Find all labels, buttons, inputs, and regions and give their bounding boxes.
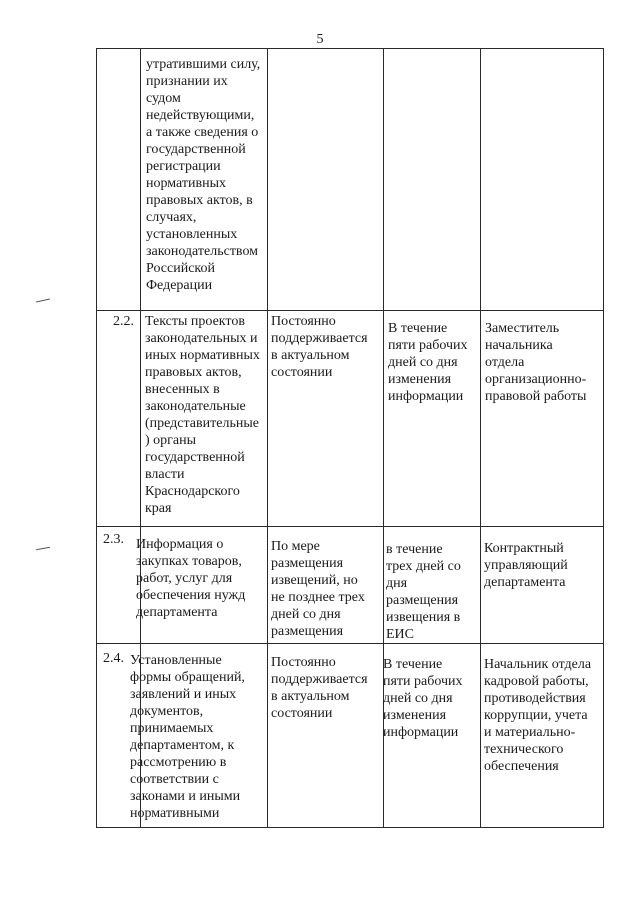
- table-cell-deadline: В течение пяти рабочих дней со дня изменения информации: [388, 321, 468, 404]
- table-border-left: [96, 48, 97, 828]
- row-divider-2: [96, 526, 604, 527]
- table-cell-frequency: Постоянно поддерживается в актуальном состоянии: [271, 314, 368, 380]
- page-number: 5: [316, 32, 324, 47]
- table-cell-info: утратившими силу, признании их судом недействующими, а также сведения о государственной регистрации нормативных правовых актов, в случаях, установленных законодательством Российской Федерации: [146, 57, 261, 293]
- table-cell-info: Установленные формы обращений, заявлений и иных документов, принимаемых департаментом, к рассмотрению в соответствии с законами и иными нормативными: [130, 653, 245, 821]
- table-border-top: [96, 48, 604, 49]
- table-cell-number: 2.2.: [113, 314, 134, 329]
- table-cell-responsible: Заместитель начальника отдела организационно- правовой работы: [485, 321, 587, 404]
- column-divider-frequency: [267, 48, 268, 828]
- table-border-bottom: [96, 827, 604, 828]
- table-cell-number: 2.3.: [103, 532, 124, 547]
- row-divider-1: [96, 310, 604, 311]
- table-cell-deadline: в течение трех дней со дня размещения извещения в ЕИС: [386, 542, 461, 642]
- table-cell-frequency: Постоянно поддерживается в актуальном состоянии: [271, 655, 368, 721]
- table-cell-info: Информация о закупках товаров, работ, услуг для обеспечения нужд департамента: [136, 537, 246, 620]
- table-cell-frequency: По мере размещения извещений, но не позднее трех дней со дня размещения: [271, 539, 365, 639]
- column-divider-responsible: [480, 48, 481, 828]
- table-cell-info: Тексты проектов законодательных и иных нормативных правовых актов, внесенных в законодательные (представительные ) органы государственной власти Краснодарского края: [145, 314, 260, 516]
- table-border-right: [603, 48, 604, 828]
- table-cell-responsible: Начальник отдела кадровой работы, противодействия коррупции, учета и материально- технического обеспечения: [484, 657, 592, 774]
- table-cell-deadline: В течение пяти рабочих дней со дня изменения информации: [383, 657, 463, 740]
- table-cell-number: 2.4.: [103, 651, 124, 666]
- table-cell-responsible: Контрактный управляющий департамента: [484, 541, 568, 590]
- row-divider-3: [96, 643, 604, 644]
